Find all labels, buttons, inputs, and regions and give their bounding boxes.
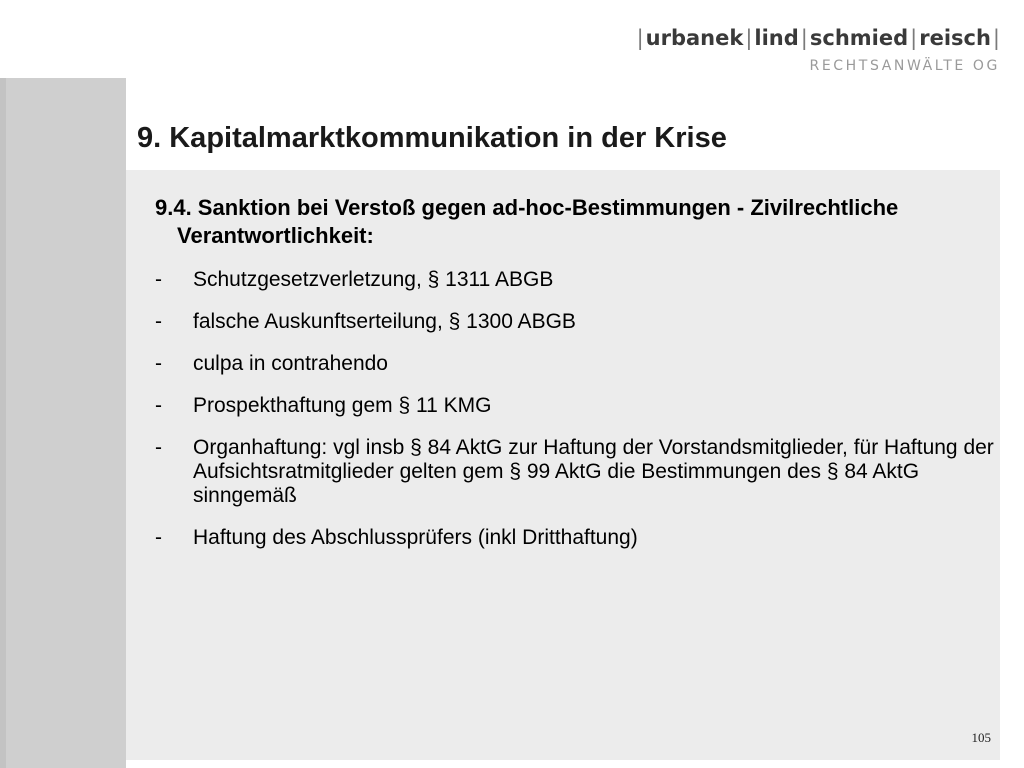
left-decorative-strip <box>0 78 6 768</box>
bullet-item <box>155 352 1005 376</box>
logo-name-lind: lind <box>754 26 799 50</box>
bullet-text: Schutzgesetzverletzung, § 1311 ABGB <box>193 268 554 291</box>
logo-separator: | <box>636 26 644 50</box>
bullet-item <box>155 268 1005 292</box>
bullet-item <box>155 436 1005 508</box>
left-decorative-band <box>0 78 126 768</box>
logo-separator: | <box>910 26 918 50</box>
logo-name-schmied: schmied <box>809 26 909 50</box>
logo-name-urbanek: urbanek <box>645 26 744 50</box>
bullet-list <box>155 268 1005 568</box>
slide-subtitle: 9.4. Sanktion bei Verstoß gegen ad-hoc-Bestimmungen - Zivilrechtliche Verantwortlichkeit: <box>155 195 899 248</box>
slide-title: 9. Kapitalmarktkommunikation in der Krise <box>137 122 727 154</box>
bullet-marker: - <box>155 526 162 549</box>
bullet-text: Prospekthaftung gem § 11 KMG <box>193 394 492 417</box>
bullet-item <box>155 526 1005 550</box>
logo-subtitle: RECHTSANWÄLTE OG <box>809 58 1000 74</box>
bullet-marker: - <box>155 310 162 333</box>
logo-separator: | <box>800 26 808 50</box>
bullet-text: Organhaftung: vgl insb § 84 AktG zur Haftung der Vorstandsmitglieder, für Haftung der Aufsichtsratmitglieder gelten gem § 99 AktG die Bestimmungen des § 84 AktG sinngemäß <box>193 436 994 507</box>
bullet-text: culpa in contrahendo <box>193 352 388 375</box>
bullet-item <box>155 310 1005 334</box>
bullet-marker: - <box>155 352 162 375</box>
logo-separator: | <box>745 26 753 50</box>
logo-separator: | <box>992 26 1000 50</box>
bullet-text: Haftung des Abschlussprüfers (inkl Dritthaftung) <box>193 526 638 549</box>
bullet-marker: - <box>155 436 162 459</box>
bullet-text: falsche Auskunftserteilung, § 1300 ABGB <box>193 310 576 333</box>
bullet-item <box>155 394 1005 418</box>
bullet-marker: - <box>155 394 162 417</box>
logo-names <box>635 24 1002 52</box>
firm-logo <box>635 24 1002 74</box>
logo-name-reisch: reisch <box>919 26 991 50</box>
page-number: 105 <box>971 730 991 745</box>
bullet-marker: - <box>155 268 162 291</box>
